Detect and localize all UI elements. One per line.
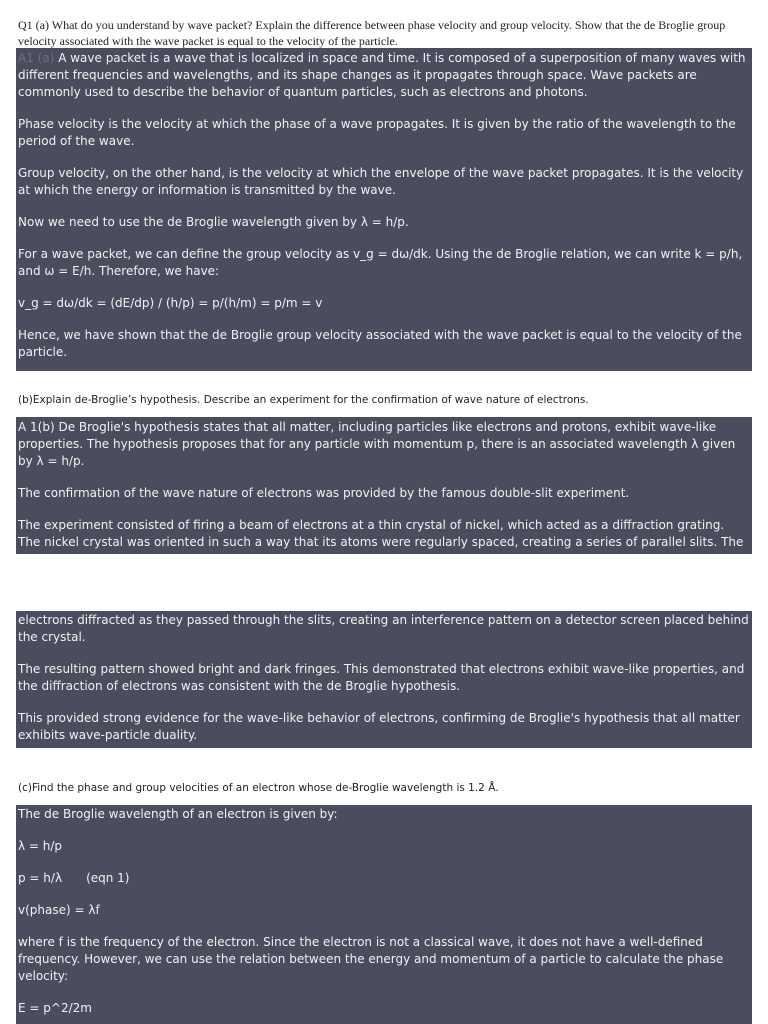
- equation: λ = h/p: [18, 839, 63, 853]
- answer-paragraph: v_g = dω/dk = (dE/dp) / (h/p) = p/(h/m) = p/m = v: [18, 296, 323, 310]
- question-1a: Q1 (a) What do you understand by wave packet? Explain the difference between phase velocity and group velocity. Show that the de Broglie group velocity associated with the wave packet is equal to the velocity of the particle.: [18, 18, 726, 48]
- answer-paragraph: The resulting pattern showed bright and dark fringes. This demonstrated that electrons exhibit wave-like properties, and the diffraction of electrons was consistent with the de Broglie hypothesis.: [18, 662, 745, 693]
- equation: E = p^2/2m: [18, 1001, 92, 1015]
- answer-1c-block: [16, 805, 752, 1024]
- answer-paragraph: where f is the frequency of the electron. Since the electron is not a classical wave, it does not have a well-defined frequency. However, we can use the relation between the energy and momentum of a particle to calculate the phase velocity:: [18, 935, 724, 983]
- answer-label: A1 (a): [18, 51, 55, 65]
- answer-paragraph: electrons diffracted as they passed through the slits, creating an interference pattern on a detector screen placed behind the crystal.: [18, 613, 749, 644]
- answer-paragraph: This provided strong evidence for the wave-like behavior of electrons, confirming de Broglie's hypothesis that all matter exhibits wave-particle duality.: [18, 711, 740, 742]
- answer-paragraph: The experiment consisted of firing a beam of electrons at a thin crystal of nickel, which acted as a diffraction grating. The nickel crystal was oriented in such a way that its atoms were regularly spaced, creating a series of parallel slits. The: [18, 518, 744, 549]
- answer-1b-continued-block: [16, 611, 752, 748]
- equation-label: (eqn 1): [86, 871, 130, 885]
- answer-paragraph: Group velocity, on the other hand, is the velocity at which the envelope of the wave packet propagates. It is the velocity at which the energy or information is transmitted by the wave.: [18, 166, 744, 197]
- answer-paragraph: Now we need to use the de Broglie wavelength given by λ = h/p.: [18, 215, 409, 229]
- answer-1a-block: [16, 48, 752, 371]
- answer-paragraph: A1 (a) A wave packet is a wave that is localized in space and time. It is composed of a superposition of many waves with different frequencies and wavelengths, and its shape changes as it propagates through space. Wave packets are commonly used to describe the behavior of quantum particles, such as electrons and photons.: [18, 51, 746, 99]
- answer-paragraph: Hence, we have shown that the de Broglie group velocity associated with the wave packet is equal to the velocity of the particle.: [18, 328, 742, 359]
- answer-1b-block: [16, 417, 752, 554]
- answer-paragraph: For a wave packet, we can define the group velocity as v_g = dω/dk. Using the de Broglie relation, we can write k = p/h, and ω = E/h. Therefore, we have:: [18, 247, 743, 278]
- question-1b: (b)Explain de-Broglie’s hypothesis. Describe an experiment for the confirmation of wave nature of electrons.: [18, 394, 589, 406]
- answer-paragraph: A 1(b) De Broglie's hypothesis states that all matter, including particles like electrons and protons, exhibit wave-like properties. The hypothesis proposes that for any particle with momentum p, there is an associated wavelength λ given by λ = h/p.: [18, 420, 736, 468]
- answer-paragraph: Phase velocity is the velocity at which the phase of a wave propagates. It is given by the ratio of the wavelength to the period of the wave.: [18, 117, 736, 148]
- answer-paragraph: The de Broglie wavelength of an electron is given by:: [18, 807, 338, 821]
- equation: p = h/λ (eqn 1): [18, 871, 130, 885]
- answer-paragraph: The confirmation of the wave nature of electrons was provided by the famous double-slit experiment.: [18, 486, 630, 500]
- question-1c: (c)Find the phase and group velocities of an electron whose de-Broglie wavelength is 1.2 Å.: [18, 782, 499, 794]
- equation: v(phase) = λf: [18, 903, 100, 917]
